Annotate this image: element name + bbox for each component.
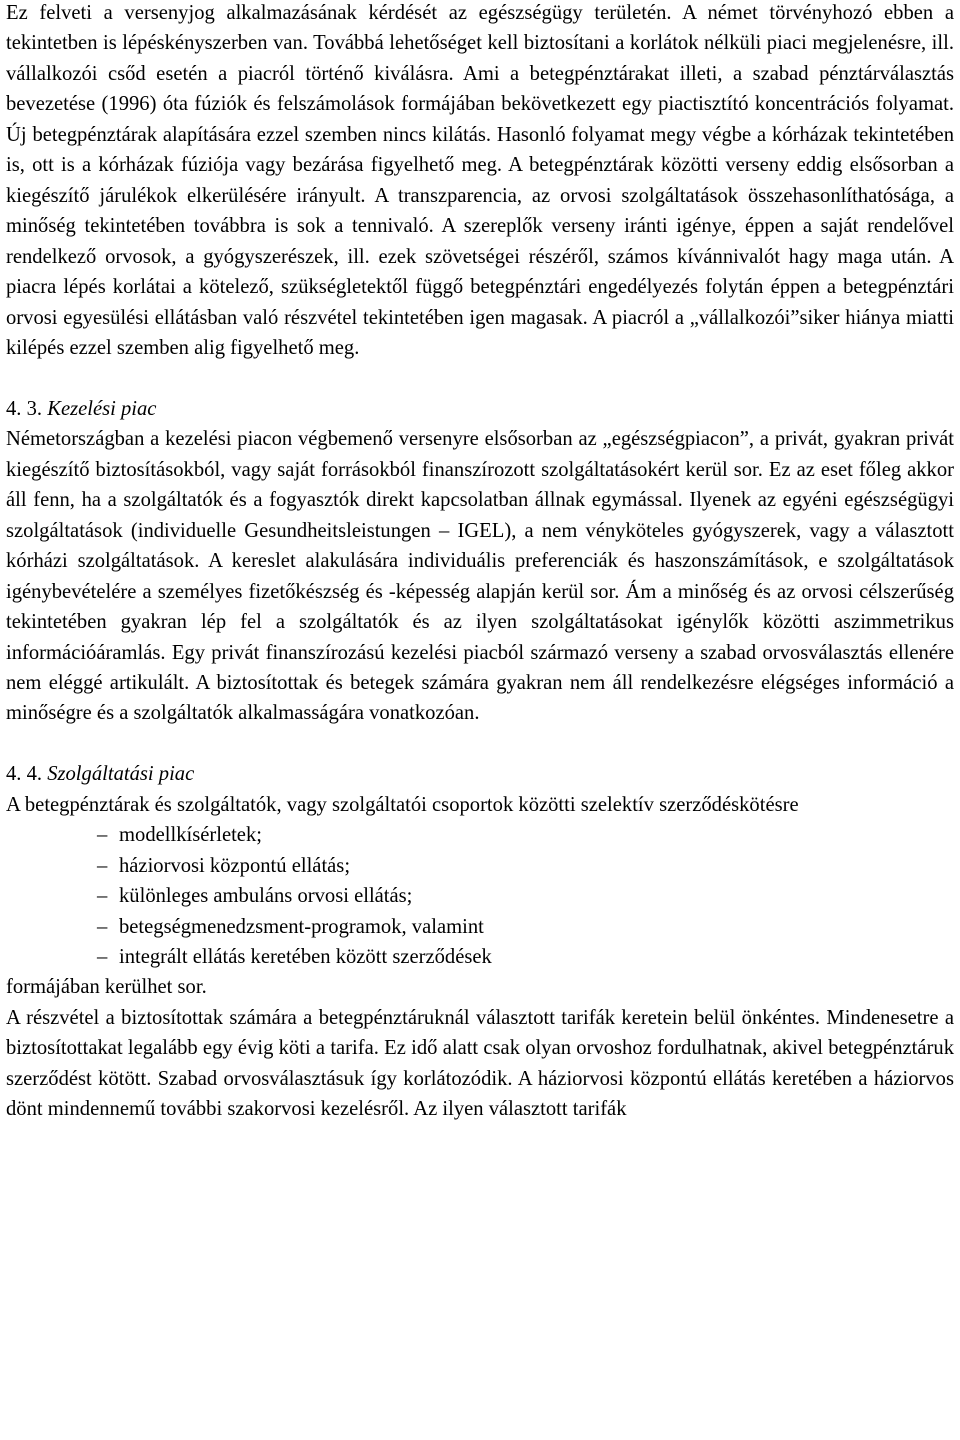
list-item-text: betegségmenedzsment-programok, valamint [119, 915, 484, 938]
section-title: Kezelési piac [47, 397, 157, 420]
list-dash: – [97, 915, 108, 938]
section-heading-service-market [6, 759, 954, 789]
paragraph-selective-contracting: A betegpénztárak és szolgáltatók, vagy szolgáltatói csoportok közötti szelektív szerződéskötésre [6, 793, 799, 816]
section-title: Szolgáltatási piac [47, 763, 195, 786]
paragraph-treatment-market: Németországban a kezelési piacon végbemenő versenyre elsősorban az „egészségpiacon”, a privát, gyakran privát kiegészítő biztosításokból, vagy saját forrásokból finanszírozott szolgáltatásokért kerül sor. Ez az eset főleg akkor áll fenn, ha a szolgáltatók és a fogyasztók direkt kapcsolatban állnak egymással. Ilyenek az egyéni egészségügyi szolgáltatások (individuelle Gesundheitsleistungen – IGEL), a nem vényköteles gyógyszerek, vagy a választott kórházi szolgáltatások. A kereslet alakulására individuális preferenciák és haszonszámítások, e szolgáltatások igénybevételére a személyes fizetőkészség és -képesség alapján kerül sor. Ám a minőség és az orvosi célszerűség tekintetében gyakran lép fel a szolgáltatók és az ilyen szolgáltatásokat igénylők közötti aszimmetrikus információáramlás. Egy privát finanszírozású kezelési piacból származó verseny a szabad orvosválasztás ellenére nem eléggé artikulált. A biztosítottak és betegek számára gyakran nem áll rendelkezésre elégséges információ a minőségre és a szolgáltatók alkalmasságára vonatkozóan. [6, 428, 954, 725]
section-heading-treatment-market [6, 394, 954, 424]
list-item-text: háziorvosi központú ellátás; [119, 854, 351, 877]
list-dash: – [97, 885, 108, 908]
list-item [6, 881, 954, 911]
list-item [6, 912, 954, 942]
paragraph-competition-law: Ez felveti a versenyjog alkalmazásának kérdését az egészségügy területén. A német törvényhozó ebben a tekintetben is lépéskényszerben van. Továbbá lehetőséget kell biztosítani a korlátok nélküli piaci megjelenésre, ill. vállalkozói csőd esetén a piacról történő kiválásra. Ami a betegpénztárakat illeti, a szabad pénztárválasztás bevezetése (1996) óta fúziók és felszámolások formájában bekövetkezett egy piactisztító koncentrációs folyamat. Új betegpénztárak alapítására ezzel szemben nincs kilátás. Hasonló folyamat megy végbe a kórházak tekintetében is, ott is a kórházak fúziója vagy bezárása figyelhető meg. A betegpénztárak közötti verseny eddig elsősorban a kiegészítő járulékok elkerülésére irányult. A transzparencia, az orvosi szolgáltatások összehasonlíthatósága, a minőség tekintetében továbbra is sok a tennivaló. A szereplők verseny iránti igénye, éppen a saját rendelővel rendelkező orvosok, a gyógyszerészek, ill. ezek szövetségei részéről, számos kívánnivalót hagy maga után. A piacra lépés korlátai a kötelező, szükségletektől függő betegpénztári engedélyezés folytán éppen a betegpénztári orvosi egyesülési ellátásban való részvétel tekintetében igen magasak. A piacról a „vállalkozói”siker hiánya miatti kilépés ezzel szemben alig figyelhető meg. [6, 2, 954, 359]
section-number: 4. 4. [6, 763, 43, 786]
list-dash: – [97, 946, 108, 969]
list-item-text: különleges ambuláns orvosi ellátás; [119, 885, 413, 908]
list-item [6, 851, 954, 881]
contract-forms-list [6, 820, 954, 972]
list-item-text: modellkísérletek; [119, 824, 262, 847]
list-item [6, 820, 954, 850]
list-dash: – [97, 824, 108, 847]
paragraph-participation: A részvétel a biztosítottak számára a betegpénztáruknál választott tarifák keretein belül önkéntes. Mindenesetre a biztosítottakat legalább egy évig köti a tarifa. Ez idő alatt csak olyan orvoshoz fordulhatnak, akivel betegpénztáruk szerződést kötött. Szabad orvosválasztásuk így korlátozódik. A háziorvosi központú ellátás keretében a háziorvos dönt mindennemű további szakorvosi kezelésről. Az ilyen választott tarifák [6, 1006, 954, 1121]
list-dash: – [97, 854, 108, 877]
section-number: 4. 3. [6, 397, 43, 420]
list-item [6, 942, 954, 972]
list-item-text: integrált ellátás keretében között szerződések [119, 946, 492, 969]
paragraph-list-closing: formájában kerülhet sor. [6, 976, 207, 999]
